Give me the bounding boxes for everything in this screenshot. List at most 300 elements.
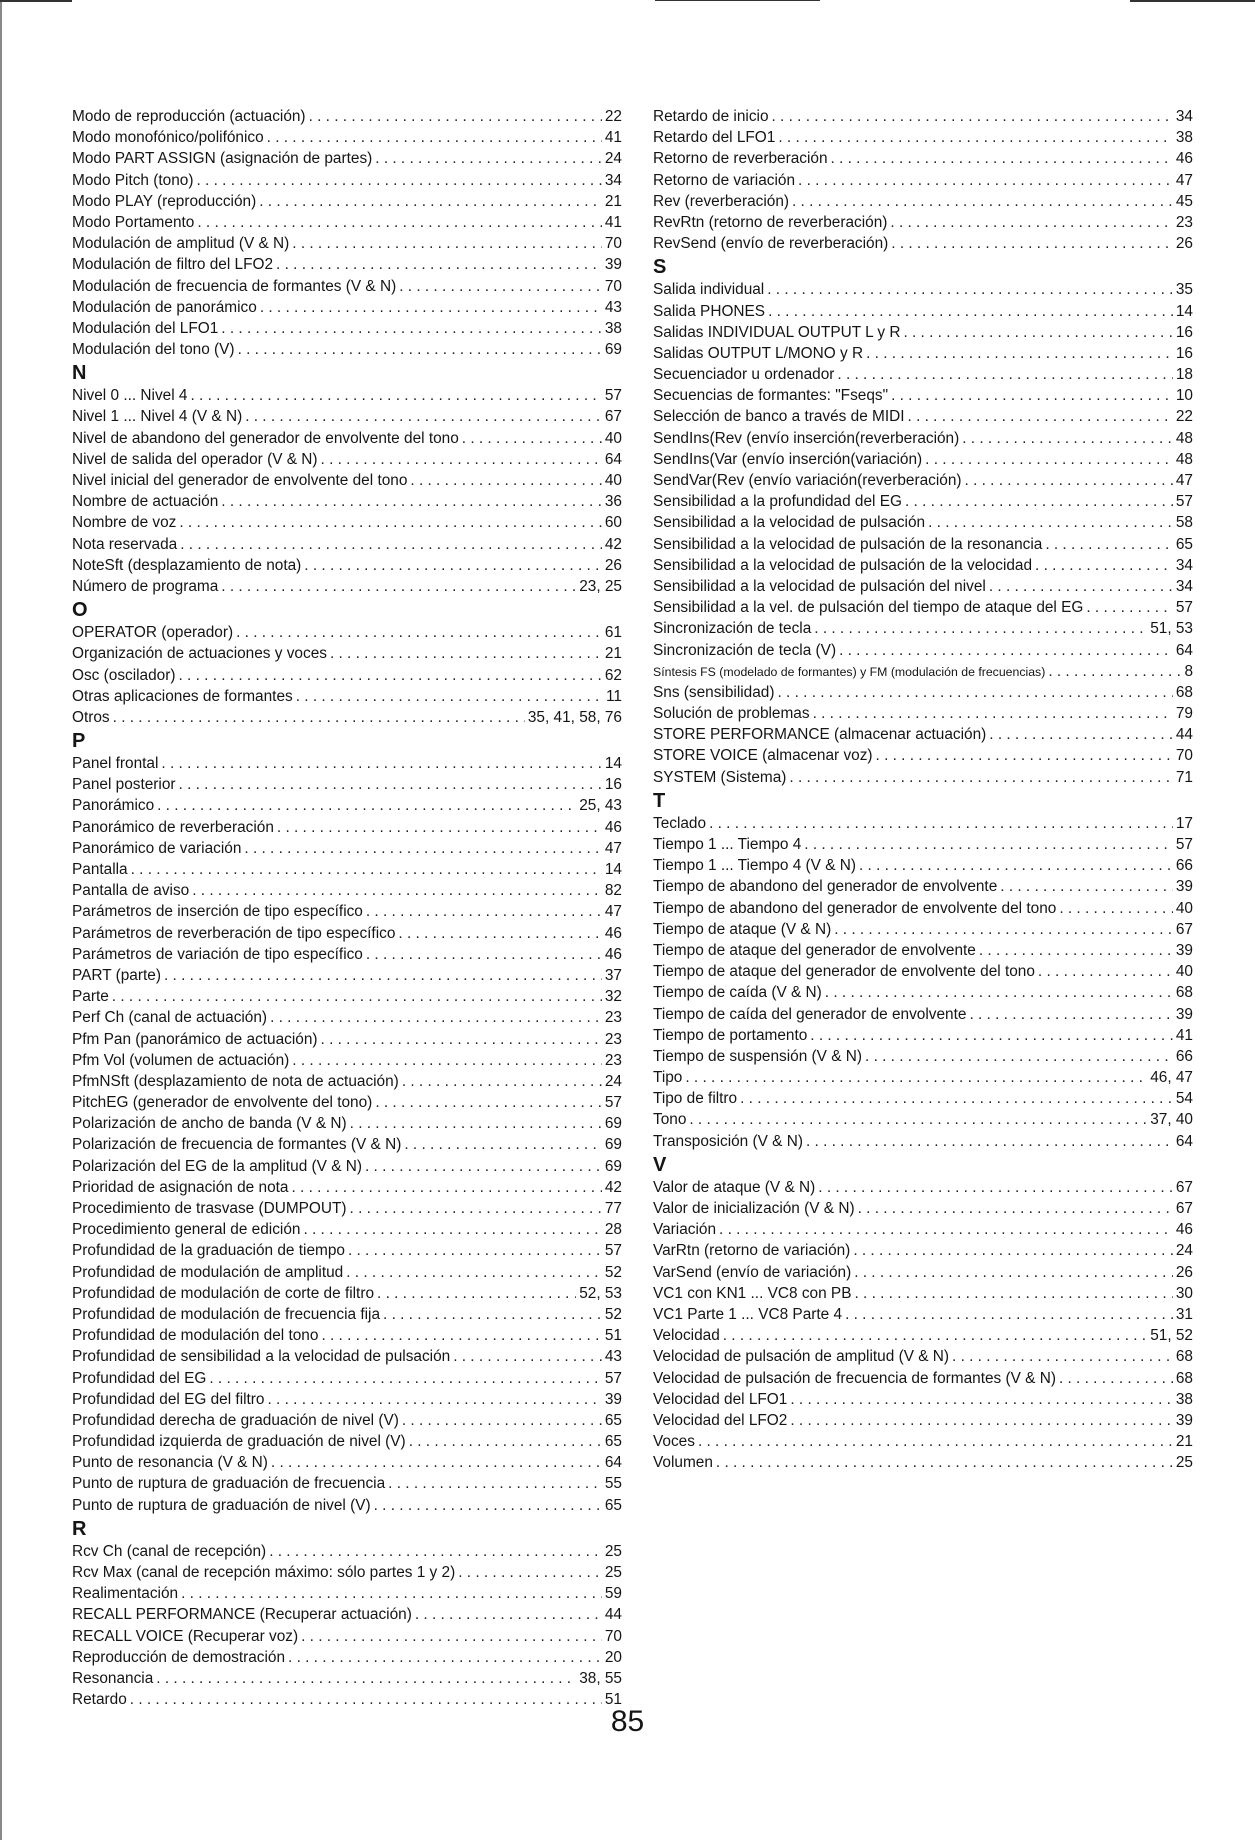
dot-leader [209,1368,602,1389]
dot-leader [834,919,1173,940]
index-page-ref: 16 [1175,344,1193,362]
index-term: Tiempo 1 ... Tiempo 4 [653,836,802,853]
index-term: Número de programa [72,577,219,595]
dot-leader [375,1092,602,1113]
dot-leader [908,406,1173,427]
index-page-ref: 66 [1175,1047,1193,1065]
index-page-ref: 47 [1175,171,1193,189]
index-page-ref: 45 [1175,192,1193,210]
index-term: Rcv Ch (canal de recepción) [72,1542,267,1560]
index-term: Rev (reverberación) [653,192,789,210]
index-term: Nivel de abandono del generador de envolvente del tono [72,429,459,447]
dot-leader [402,1071,602,1092]
index-entry [72,707,622,728]
index-page-ref: 68 [1175,683,1193,701]
index-page-ref: 14 [1175,302,1193,320]
index-entry [72,1262,622,1283]
index-entry [72,859,622,880]
index-page-ref: 67 [1175,1178,1193,1196]
index-page-ref: 37 [604,966,622,984]
dot-leader [304,555,602,576]
dot-leader [1035,555,1173,576]
index-term: RevRtn (retorno de reverberación) [653,213,888,231]
index-entry [653,1177,1193,1198]
section-letter: O [72,599,88,622]
index-term: Punto de ruptura de graduación de nivel (V) [72,1496,371,1514]
index-term: Prioridad de asignación de nota [72,1178,289,1196]
index-page-ref: 35, 41, 58, 76 [527,708,622,726]
index-entry [72,1626,622,1647]
index-term: Polarización de frecuencia de formantes (V & N) [72,1136,402,1154]
index-page-ref: 42 [604,1178,622,1196]
index-entry [72,406,622,427]
index-page-ref: 64 [1175,641,1193,659]
dot-leader [453,1346,602,1367]
dot-leader [346,1262,602,1283]
index-page-ref: 77 [604,1200,622,1217]
index-term: Modulación de frecuencia de formantes (V & N) [72,277,397,295]
index-page-ref: 67 [1175,1200,1193,1217]
index-page-ref: 25 [604,1564,622,1581]
index-page-ref: 21 [604,645,622,663]
index-term: Profundidad de modulación de frecuencia fija [72,1305,381,1323]
index-term: Tipo [653,1069,683,1087]
index-page-ref: 39 [1175,878,1193,896]
index-entry [653,597,1193,618]
index-entry [653,212,1193,233]
index-page-ref: 65 [604,1411,622,1429]
index-term: Tiempo de caída del generador de envolvente [653,1005,967,1023]
dot-leader [716,1452,1173,1473]
index-entry [72,233,622,254]
index-term: VC1 con KN1 ... VC8 con PB [653,1284,852,1302]
index-term: RECALL PERFORMANCE (Recuperar actuación) [72,1606,412,1624]
index-page-ref: 40 [1175,899,1193,917]
index-page-ref: 58 [1175,514,1193,532]
index-term: Modulación del tono (V) [72,341,235,359]
index-entry [653,1198,1193,1219]
dot-leader [825,982,1173,1003]
index-term: Salida PHONES [653,302,766,320]
index-page-ref: 70 [604,235,622,253]
index-term: Nivel de salida del operador (V & N) [72,450,318,468]
dot-leader [157,795,576,816]
index-page-ref: 14 [604,755,622,773]
index-entry [653,745,1193,766]
dot-leader [238,339,602,360]
index-page-ref: 23 [604,1051,622,1069]
index-term: Nombre de actuación [72,493,219,511]
index-page-ref: 46 [604,818,622,836]
index-page-ref: 69 [604,1136,622,1154]
index-page-ref: 24 [604,150,622,168]
dot-leader [296,686,603,707]
dot-leader [267,127,602,148]
index-page-ref: 39 [604,256,622,274]
index-column-left [72,106,622,1710]
index-page-ref: 21 [604,192,622,210]
index-term: Modo Portamento [72,213,195,231]
dot-leader [303,1219,601,1240]
dot-leader [404,1134,602,1155]
index-entry [72,470,622,491]
index-page-ref: 48 [1175,450,1193,468]
index-page-ref: 44 [604,1606,622,1624]
index-term: Valor de inicialización (V & N) [653,1200,855,1217]
index-page-ref: 67 [1175,920,1193,938]
dot-leader [350,1198,602,1219]
index-term: Panorámico [72,797,155,815]
index-term: VarSend (envío de variación) [653,1263,852,1281]
index-term: SendVar(Rev (envío variación(reverberación) [653,472,962,489]
index-term: Retorno de reverberación [653,150,828,168]
index-entry [72,1007,622,1028]
index-page-ref: 70 [1175,747,1193,765]
index-page-ref: 52, 53 [579,1284,622,1302]
index-term: Nombre de voz [72,514,177,532]
index-term: Velocidad de pulsación de frecuencia de formantes (V & N) [653,1369,1056,1387]
index-term: Profundidad de sensibilidad a la velocidad de pulsación [72,1348,451,1366]
index-entry [653,982,1193,1003]
index-page-ref: 65 [604,1496,622,1514]
index-entry [653,301,1193,322]
index-term: Salida individual [653,281,765,299]
dot-leader [458,1562,602,1583]
index-term: Nivel inicial del generador de envolvente del tono [72,472,408,489]
index-entry [72,148,622,169]
index-page-ref: 18 [1175,366,1193,384]
index-entry [72,1029,622,1050]
index-page-ref: 57 [604,387,622,405]
index-entry [72,491,622,512]
index-entry [72,339,622,360]
index-page-ref: 34 [604,171,622,189]
index-entry [653,322,1193,343]
index-entry [653,106,1193,127]
dot-leader [689,1109,1147,1130]
index-entry [653,1283,1193,1304]
index-page-ref: 26 [1175,1263,1193,1281]
index-page-ref: 65 [604,1433,622,1451]
dot-leader [161,753,601,774]
index-entry [653,576,1193,597]
dot-leader [268,1389,602,1410]
index-page-ref: 40 [1175,963,1193,981]
dot-leader [260,297,602,318]
index-page-ref: 37, 40 [1150,1111,1193,1129]
index-entry [72,428,622,449]
dot-leader [890,212,1172,233]
index-page-ref: 57 [604,1094,622,1112]
index-entry [72,1156,622,1177]
index-page-ref: 47 [604,839,622,857]
index-entry [72,1283,622,1304]
index-term: Procedimiento de trasvase (DUMPOUT) [72,1200,347,1217]
index-page-ref: 43 [604,1348,622,1366]
index-entry [653,1346,1193,1367]
dot-leader [180,534,602,555]
index-term: Otras aplicaciones de formantes [72,687,293,705]
index-page-ref: 82 [604,882,622,900]
index-page-ref: 62 [604,666,622,684]
dot-leader [865,1046,1173,1067]
index-entry [72,1240,622,1261]
dot-leader [383,1304,602,1325]
index-entry [72,512,622,533]
index-term: Retorno de variación [653,171,796,189]
index-entry [72,1452,622,1473]
index-term: Voces [653,1433,695,1451]
index-term: Tiempo de suspensión (V & N) [653,1047,863,1065]
index-term: Tiempo de ataque (V & N) [653,920,832,938]
dot-leader [806,1131,1173,1152]
section-letter: N [72,362,87,385]
index-entry [72,965,622,986]
index-term: Sensibilidad a la vel. de pulsación del tiempo de ataque del EG [653,599,1084,617]
index-term: Sensibilidad a la velocidad de pulsación de la velocidad [653,556,1033,574]
dot-leader [891,233,1173,254]
index-page-ref: 47 [1175,472,1193,489]
index-entry [72,1368,622,1389]
dot-leader [804,834,1173,855]
index-entry [653,767,1193,788]
index-entry [72,1431,622,1452]
index-term: SendIns(Rev (envío inserción(reverberación) [653,429,960,447]
index-entry [653,1067,1193,1088]
dot-leader [330,643,602,664]
index-entry [653,1240,1193,1261]
dot-leader [399,276,602,297]
index-entry [653,428,1193,449]
index-page-ref: 22 [604,108,622,125]
dot-leader [845,1304,1173,1325]
dot-leader [259,191,602,212]
index-entry [72,774,622,795]
dot-leader [365,1156,602,1177]
dot-leader [854,1283,1172,1304]
index-page-ref: 70 [604,277,622,295]
index-page-ref: 39 [1175,1005,1193,1023]
dot-leader [767,279,1173,300]
index-page-ref: 64 [1175,1132,1193,1150]
index-term: Profundidad de modulación de amplitud [72,1263,344,1281]
index-page-ref: 41 [1175,1026,1193,1044]
dot-leader [410,470,601,491]
index-page-ref: 67 [604,408,622,426]
index-term: Organización de actuaciones y voces [72,645,327,663]
index-entry [653,703,1193,724]
index-term: Secuencias de formantes: "Fseqs" [653,387,889,405]
index-entry [653,1088,1193,1109]
index-term: Procedimiento general de edición [72,1221,301,1239]
index-entry [72,1113,622,1134]
index-term: Salidas INDIVIDUAL OUTPUT L y R [653,323,901,341]
dot-leader [858,1198,1173,1219]
dot-leader [837,364,1172,385]
dot-leader [818,1177,1173,1198]
dot-leader [839,640,1173,661]
index-term: Punto de resonancia (V & N) [72,1454,268,1472]
dot-leader [179,774,602,795]
index-page-ref: 22 [1175,408,1193,426]
dot-leader [301,1626,602,1647]
index-term: STORE VOICE (almacenar voz) [653,747,873,765]
dot-leader [288,1647,602,1668]
index-term: Modulación de panorámico [72,298,257,316]
index-entry [653,1304,1193,1325]
index-entry [72,1177,622,1198]
dot-leader [1000,876,1173,897]
index-term: VarRtn (retorno de variación) [653,1242,851,1260]
dot-leader [366,944,602,965]
dot-leader [192,880,602,901]
index-page-ref: 71 [1175,768,1193,786]
dot-leader [245,406,602,427]
index-page-ref: 23 [1175,213,1193,231]
dot-leader [925,449,1173,470]
dot-leader [131,859,602,880]
index-page-ref: 55 [604,1475,622,1493]
index-term: Profundidad de la graduación de tiempo [72,1242,345,1260]
index-entry [72,1304,622,1325]
index-term: Modo PART ASSIGN (asignación de partes) [72,150,373,168]
section-letter: T [653,789,666,812]
dot-leader [952,1346,1173,1367]
index-term: Tiempo 1 ... Tiempo 4 (V & N) [653,857,856,875]
dot-leader [409,1431,602,1452]
dot-leader [321,1029,602,1050]
index-page-ref: 51 [604,1327,622,1345]
dot-leader [778,127,1173,148]
index-entry [72,385,622,406]
index-term: Tiempo de abandono del generador de envolvente [653,878,998,896]
index-page-ref: 46, 47 [1150,1069,1193,1087]
index-term: STORE PERFORMANCE (almacenar actuación) [653,726,987,744]
index-page-ref: 47 [604,903,622,921]
dot-leader [962,428,1173,449]
index-entry [72,795,622,816]
index-entry [653,919,1193,940]
index-term: PitchEG (generador de envolvente del tono) [72,1094,373,1112]
index-term: Teclado [653,814,707,832]
index-page-ref: 70 [604,1627,622,1645]
index-entry [72,1495,622,1516]
index-entry [72,534,622,555]
index-page-ref: 26 [1175,235,1193,253]
index-page-ref: 42 [604,535,622,553]
dot-leader [1086,597,1173,618]
index-page-ref: 20 [604,1648,622,1666]
index-entry [653,1410,1193,1431]
index-entry [72,1410,622,1431]
index-page-ref: 44 [1175,726,1193,744]
index-page-ref: 34 [1175,556,1193,574]
index-page-ref: 36 [604,493,622,511]
index-term: Profundidad del EG [72,1369,207,1387]
dot-leader [792,191,1173,212]
index-term: Pantalla de aviso [72,882,190,900]
index-term: Modo de reproducción (actuación) [72,108,306,125]
index-page-ref: 39 [1175,941,1193,959]
index-entry [653,1219,1193,1240]
index-page-ref: 64 [604,1454,622,1472]
dot-leader [965,470,1173,491]
index-entry [653,148,1193,169]
index-entry [653,618,1193,639]
dot-leader [790,1389,1173,1410]
index-term: Solución de problemas [653,705,810,723]
index-page-ref: 25 [1175,1454,1193,1472]
index-term: Sincronización de tecla (V) [653,641,837,659]
index-term: Nivel 0 ... Nivel 4 [72,387,188,405]
index-page-ref: 69 [604,1157,622,1175]
index-page-ref: 57 [604,1242,622,1260]
index-page-ref: 57 [1175,493,1193,511]
dot-leader [221,318,602,339]
index-entry [72,1134,622,1155]
index-term: Profundidad de modulación de corte de filtro [72,1284,375,1302]
index-entry [653,555,1193,576]
index-page-ref: 51 [604,1691,622,1709]
index-entry [72,1647,622,1668]
dot-leader [768,301,1173,322]
dot-leader [164,965,602,986]
index-entry [72,622,622,643]
index-entry [72,1050,622,1071]
index-entry [72,1473,622,1494]
index-page-ref: 46 [1175,1221,1193,1239]
index-term: Profundidad de modulación del tono [72,1327,319,1345]
dot-leader [221,576,576,597]
index-page-ref: 26 [604,556,622,574]
index-page-ref: 65 [1175,535,1193,553]
index-entry [653,1131,1193,1152]
index-entry [653,512,1193,533]
index-entry [72,880,622,901]
index-page-ref: 57 [604,1369,622,1387]
index-page-ref: 52 [604,1305,622,1323]
index-page-ref: 38 [1175,129,1193,147]
dot-leader [772,106,1173,127]
index-entry [72,449,622,470]
index-entry [653,470,1193,491]
index-entry [653,406,1193,427]
dot-leader [402,1410,602,1431]
index-entry [653,1109,1193,1130]
dot-leader [179,512,602,533]
dot-leader [178,665,601,686]
index-term: Perf Ch (canal de actuación) [72,1009,268,1027]
index-page-ref: 68 [1175,984,1193,1002]
index-entry [653,876,1193,897]
index-term: Profundidad derecha de graduación de nivel (V) [72,1411,399,1429]
index-term: Realimentación [72,1585,179,1603]
section-letter: R [72,1517,87,1540]
index-page-ref: 38, 55 [579,1669,622,1687]
dot-leader [197,212,602,233]
index-entry [653,534,1193,555]
index-entry [653,1325,1193,1346]
index-entry [72,1071,622,1092]
index-page-ref: 51, 53 [1150,620,1193,638]
index-term: Selección de banco a través de MIDI [653,408,905,426]
index-term: Tiempo de ataque del generador de envolvente del tono [653,963,1035,981]
index-entry [72,1562,622,1583]
dot-leader [891,385,1173,406]
dot-leader [876,745,1173,766]
index-entry [72,817,622,838]
index-page-ref: 54 [1175,1090,1193,1108]
